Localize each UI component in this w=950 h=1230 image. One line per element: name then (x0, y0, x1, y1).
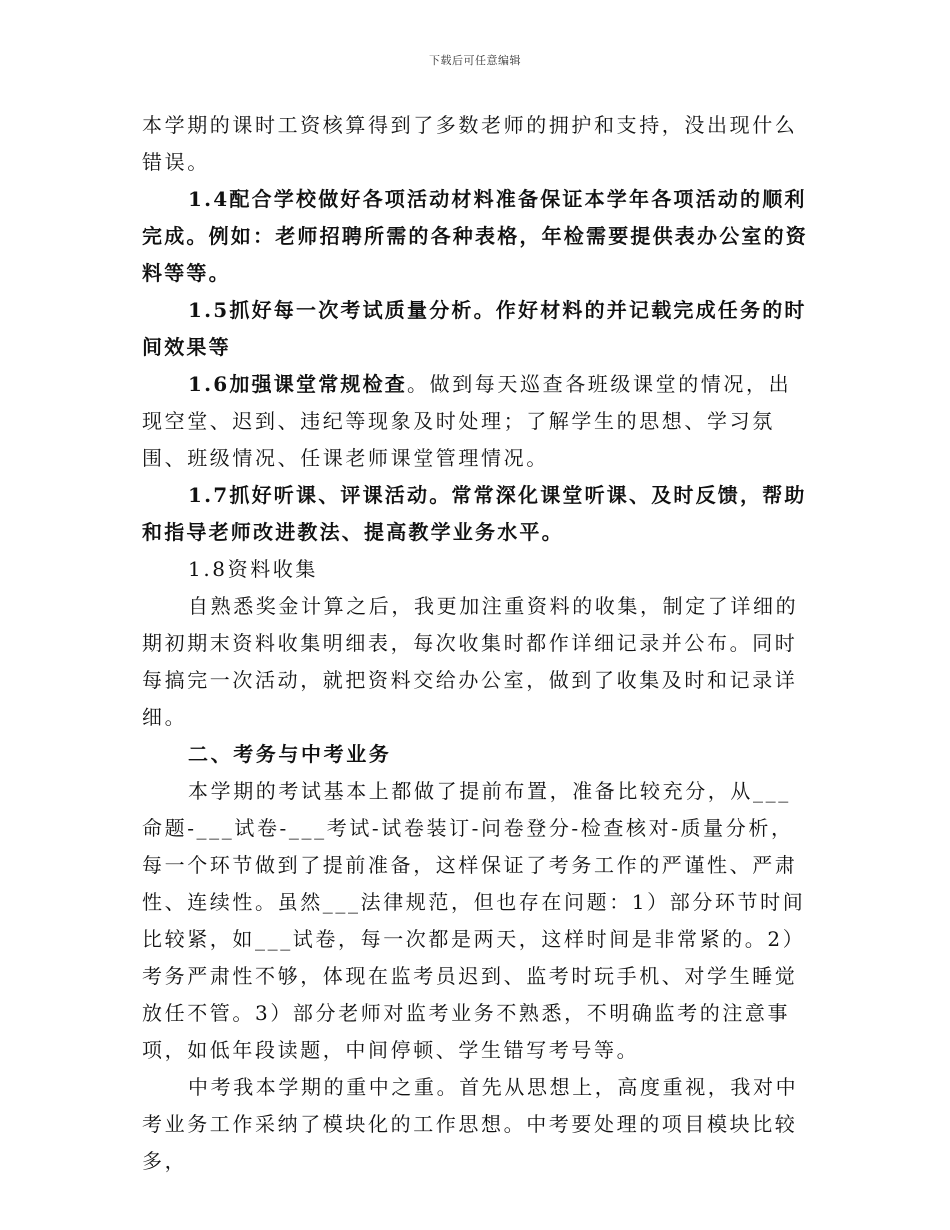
paragraph-salary-accounting: 本学期的课时工资核算得到了多数老师的拥护和支持，没出现什么错误。 (142, 113, 798, 174)
paragraph-1-6-title: 1.6加强课堂常规检查 (188, 372, 407, 396)
paragraph-exam-arrangements: 本学期的考试基本上都做了提前布置，准备比较充分，从___命题-___试卷-___考试-试卷装订-问卷登分-检查核对-质量分析，每一个环节做到了提前准备，这样保证了考务工作的严谨性、严肃性、连续性。虽然___法律规范，但也存在问题：1）部分环节时间比较紧，如___试卷，每一次都是两天，这样时间是非常紧的。2）考务严肃性不够，体现在监考员迟到、监考时玩手机、对学生睡觉放任不管。3）部分老师对监考业务不熟悉，不明确监考的注意事项，如低年段读题，中间停顿、学生错写考号等。 (142, 779, 806, 1062)
page-header: 下载后可任意编辑 (429, 54, 521, 67)
paragraph-1-6-classroom-inspection (142, 366, 812, 477)
paragraph-data-collection: 自熟悉奖金计算之后，我更加注重资料的收集，制定了详细的期初期末资料收集明细表，每次收集时都作详细记录并公布。同时每搞完一次活动，就把资料交给办公室，做到了收集及时和记录详细。 (142, 594, 799, 729)
paragraph-high-school-entrance-exam: 中考我本学期的重中之重。首先从思想上，高度重视，我对中考业务工作采纳了模块化的工作思想。中考要处理的项目模块比较多， (142, 1075, 799, 1173)
paragraph-1-7-lesson-observation: 1.7抓好听课、评课活动。常常深化课堂听课、及时反馈，帮助和指导老师改进教法、提高教学业务水平。 (142, 483, 807, 544)
paragraph-1-8-title: 1.8资料收集 (188, 557, 319, 581)
paragraph-1-4-activity-materials: 1.4配合学校做好各项活动材料准备保证本学年各项活动的顺利完成。例如：老师招聘所需的各种表格，年检需要提供表办公室的资料等等。 (142, 187, 808, 285)
paragraph-1-6-body: 。做到每天巡查各班级课堂的情况，出现空堂、迟到、违纪等现象及时处理；了解学生的思想、学习氛围、班级情况、任课老师课堂管理情况。 (142, 372, 792, 470)
section-heading-exam-affairs: 二、考务与中考业务 (188, 742, 392, 766)
paragraph-1-5-exam-analysis: 1.5抓好每一次考试质量分析。作好材料的并记载完成任务的时间效果等 (142, 298, 807, 359)
document-body (142, 107, 812, 1180)
